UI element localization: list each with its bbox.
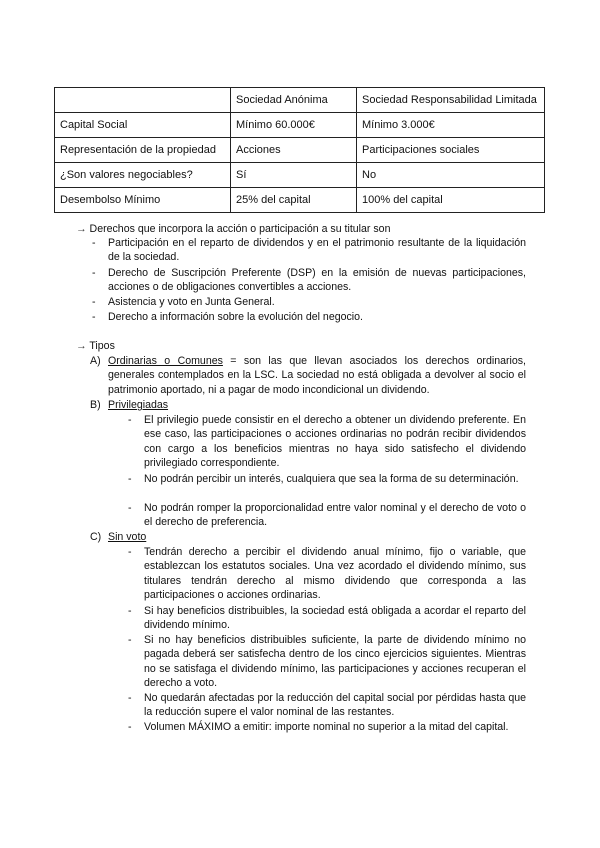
table-cell: Sociedad Anónima: [231, 88, 357, 113]
section-a-term: Ordinarias o Comunes: [108, 355, 223, 367]
list-item: Volumen MÁXIMO a emitir: importe nominal no superior a la mitad del capital.: [144, 721, 509, 733]
table-row: [55, 113, 545, 138]
table-cell: Sociedad Responsabilidad Limitada: [357, 88, 545, 113]
dash-icon: -: [128, 546, 132, 558]
table-cell: Desembolso Mínimo: [55, 188, 231, 213]
dash-icon: -: [128, 473, 132, 485]
dash-icon: -: [92, 296, 96, 308]
list-item: Derecho de Suscripción Preferente (DSP) en la emisión de nuevas participaciones, acciones o de obligaciones convertibles a acciones.: [108, 267, 526, 294]
table-cell: Mínimo 60.000€: [231, 113, 357, 138]
table-cell: ¿Son valores negociables?: [55, 163, 231, 188]
dash-icon: -: [128, 634, 132, 646]
section-b-marker: B): [90, 399, 101, 411]
section-a-description: = son las que llevan asociados los derechos ordinarios, generales contemplados en la LSC. La sociedad no está obligada a devolver al socio el patrimonio aportado, ni a pagar de modo incondicional un dividendo.: [108, 355, 526, 396]
list-item: Si no hay beneficios distribuibles suficiente, la parte de dividendo mínimo no pagada deberá ser satisfecha dentro de los cinco ejercicios siguientes. Mientras no se satisfaga el dividendo mínimo, las participaciones y acciones recuperan el derecho a voto.: [144, 634, 526, 689]
list-item: Derecho a información sobre la evolución del negocio.: [108, 311, 363, 323]
derechos-title: Derechos que incorpora la acción o participación a su titular son: [89, 223, 391, 235]
list-item: No quedarán afectadas por la reducción del capital social por pérdidas hasta que la reducción supere el valor nominal de las restantes.: [144, 692, 526, 719]
dash-icon: -: [92, 311, 96, 323]
list-item: No podrán romper la proporcionalidad entre valor nominal y el derecho de voto o el derecho de preferencia.: [144, 502, 526, 529]
tipos-heading: [76, 339, 115, 353]
dash-icon: -: [128, 721, 132, 733]
table-cell: Mínimo 3.000€: [357, 113, 545, 138]
table-cell: No: [357, 163, 545, 188]
table-cell: Sí: [231, 163, 357, 188]
list-item: El privilegio puede consistir en el derecho a obtener un dividendo preferente. En ese caso, las participaciones o acciones ordinarias no podrán recibir dividendos con cargo a los beneficios mientras no haya sido satisfecho el dividendo privilegiado correspondiente.: [144, 414, 526, 469]
dash-icon: -: [128, 605, 132, 617]
list-item: Asistencia y voto en Junta General.: [108, 296, 275, 308]
derechos-heading: [76, 222, 390, 236]
section-c-term: Sin voto: [108, 531, 147, 543]
dash-icon: -: [92, 237, 96, 249]
arrow-icon: →: [76, 223, 87, 235]
table-cell: Capital Social: [55, 113, 231, 138]
arrow-icon: →: [76, 340, 87, 352]
dash-icon: -: [92, 267, 96, 279]
dash-icon: -: [128, 414, 132, 426]
section-a-marker: A): [90, 355, 101, 367]
table-cell: Participaciones sociales: [357, 138, 545, 163]
dash-icon: -: [128, 692, 132, 704]
table-header-row: [55, 88, 545, 113]
section-c-marker: C): [90, 531, 102, 543]
list-item: Tendrán derecho a percibir el dividendo anual mínimo, fijo o variable, que establezcan los estatutos sociales. Una vez acordado el dividendo mínimo, sus titulares tendrán derecho al mismo dividendo que corresponda a las participaciones o acciones ordinarias.: [144, 546, 526, 601]
list-item: No podrán percibir un interés, cualquiera que sea la forma de su determinación.: [144, 473, 519, 485]
table-row: [55, 138, 545, 163]
tipos-title: Tipos: [89, 340, 115, 352]
dash-icon: -: [128, 502, 132, 514]
section-a-text: [108, 354, 526, 397]
table-cell: [55, 88, 231, 113]
section-b-term: Privilegiadas: [108, 399, 169, 411]
table-cell: 100% del capital: [357, 188, 545, 213]
table-cell: 25% del capital: [231, 188, 357, 213]
comparison-table: [54, 87, 545, 213]
table-row: [55, 188, 545, 213]
table-cell: Acciones: [231, 138, 357, 163]
table-cell: Representación de la propiedad: [55, 138, 231, 163]
list-item: Participación en el reparto de dividendos y en el patrimonio resultante de la liquidación de la sociedad.: [108, 237, 526, 264]
list-item: Si hay beneficios distribuibles, la sociedad está obligada a acordar el reparto del dividendo mínimo.: [144, 605, 526, 632]
table-row: [55, 163, 545, 188]
